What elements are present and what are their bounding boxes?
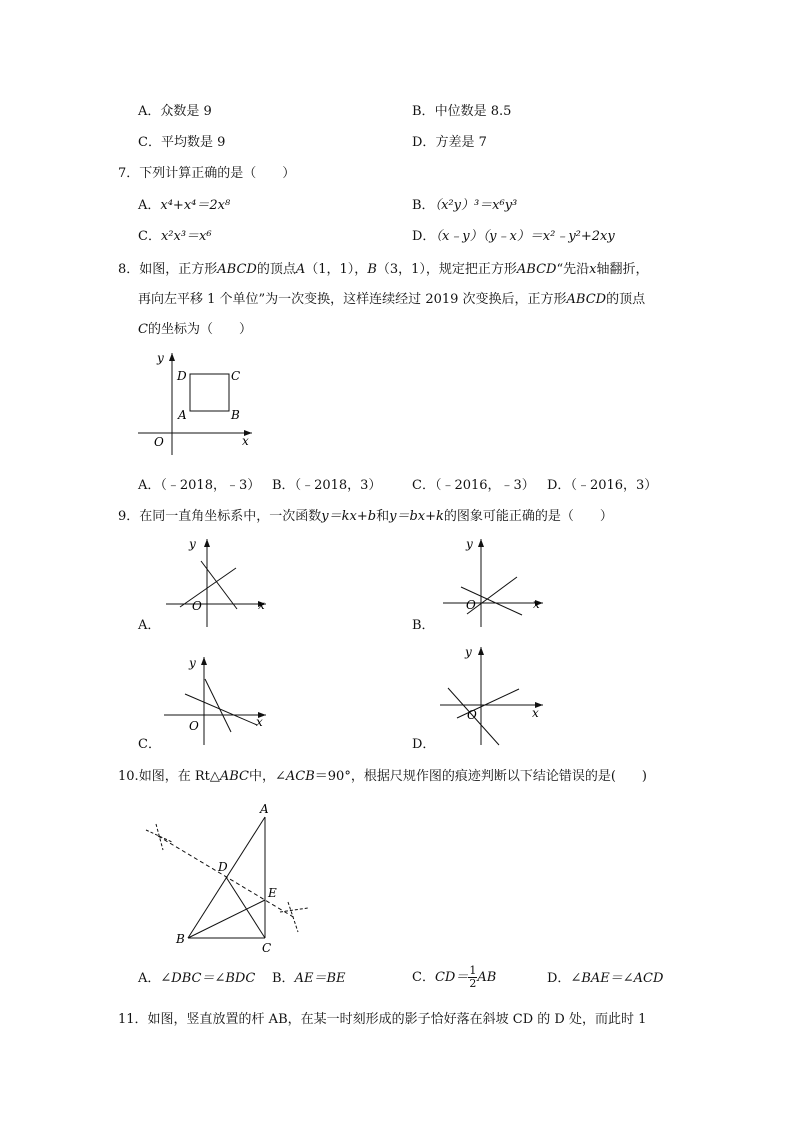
perpendicular-bisector bbox=[158, 836, 295, 918]
q9-graph-b bbox=[437, 535, 547, 630]
segment-dc bbox=[226, 877, 265, 938]
label-o: O bbox=[466, 598, 476, 612]
y-arrow bbox=[169, 353, 175, 361]
option-text: （x²y）³＝x⁶y³ bbox=[434, 198, 518, 213]
option-letter: A． bbox=[138, 104, 161, 119]
formula: y＝kx+b bbox=[321, 509, 377, 524]
question-text: 下列计算正确的是（ ） bbox=[139, 166, 296, 181]
q10-option-b bbox=[272, 971, 345, 987]
square-abcd bbox=[190, 374, 229, 411]
text: 再向左平移 1 个单位”为一次变换，这样连续经过 2019 次变换后，正方形 bbox=[138, 292, 567, 307]
q8-option-c bbox=[412, 478, 535, 494]
q8-stem-line2 bbox=[138, 292, 645, 308]
q10-stem bbox=[118, 769, 647, 785]
q7-option-d bbox=[412, 229, 615, 245]
q9-label-a: A． bbox=[138, 618, 161, 633]
q9-label-d: D． bbox=[412, 737, 436, 752]
option-text: ∠DBC＝∠BDC bbox=[160, 971, 256, 986]
option-text: （﹣2016，﹣3） bbox=[434, 478, 535, 493]
label-x: x bbox=[532, 706, 539, 720]
option-text: x²x³＝x⁶ bbox=[160, 229, 212, 244]
question-number: 11． bbox=[118, 1012, 148, 1027]
option-letter: C． bbox=[138, 135, 161, 150]
label-x: x bbox=[533, 597, 540, 611]
var: ABCD bbox=[217, 262, 257, 277]
var: ABCD bbox=[566, 292, 607, 307]
option-letter: A． bbox=[138, 971, 161, 986]
q9-label-c: C． bbox=[138, 737, 161, 752]
option-letter: D． bbox=[547, 478, 571, 493]
q9-stem bbox=[118, 509, 613, 525]
option-letter: B． bbox=[272, 478, 295, 493]
question-number: 7． bbox=[118, 166, 140, 181]
text: 如图，正方形 bbox=[139, 262, 218, 277]
text: （1，1）， bbox=[305, 262, 368, 277]
label-o: O bbox=[189, 719, 199, 733]
option-text: （﹣2016，3） bbox=[570, 478, 658, 493]
var: A bbox=[295, 262, 306, 277]
q9-graph-c bbox=[160, 653, 270, 748]
text: 在同一直角坐标系中，一次函数 bbox=[139, 509, 322, 524]
q7-option-a bbox=[138, 198, 230, 214]
option-letter: D． bbox=[547, 971, 571, 986]
q9-label-b: B． bbox=[412, 618, 435, 633]
label-a: A bbox=[260, 802, 269, 816]
text: 和 bbox=[376, 509, 390, 524]
q8-figure bbox=[130, 345, 260, 460]
q9-graph-d bbox=[437, 643, 547, 748]
question-text: 如图，竖直放置的杆 AB，在某一时刻形成的影子恰好落在斜坡 CD 的 D 处，而此时 1 bbox=[147, 1012, 647, 1027]
text: 轴翻折， bbox=[596, 262, 649, 277]
q10-figure bbox=[130, 798, 320, 958]
q6-option-a bbox=[138, 104, 212, 120]
option-text: （﹣2018，3） bbox=[294, 478, 382, 493]
q8-option-a bbox=[138, 478, 260, 494]
label-y: y bbox=[157, 351, 164, 365]
q8-stem-line3 bbox=[138, 322, 252, 338]
option-letter: B． bbox=[412, 104, 435, 119]
label-y: y bbox=[189, 656, 196, 670]
q8-option-b bbox=[272, 478, 381, 494]
label-a: A bbox=[178, 408, 187, 422]
text: 的坐标为（ ） bbox=[147, 322, 252, 337]
q10-option-a bbox=[138, 971, 255, 987]
label-c: C bbox=[262, 941, 272, 955]
label-d: D bbox=[218, 860, 228, 874]
line-2 bbox=[201, 561, 237, 609]
q7-stem bbox=[118, 166, 295, 182]
option-letter: C． bbox=[412, 478, 435, 493]
var: ABC bbox=[219, 769, 249, 784]
label-y: y bbox=[465, 645, 472, 659]
option-letter: A． bbox=[138, 478, 161, 493]
option-text: （x﹣y）（y﹣x）＝x²﹣y²+2xy bbox=[435, 229, 615, 244]
option-letter: C． bbox=[138, 229, 161, 244]
label-d: D bbox=[177, 369, 187, 383]
option-text: ∠BAE＝∠ACD bbox=[570, 971, 664, 986]
text: 的顶点 bbox=[256, 262, 296, 277]
text: ＝90°，根据尺规作图的痕迹判断以下结论错误的是( ) bbox=[314, 769, 647, 784]
option-letter: D． bbox=[412, 135, 436, 150]
label-x: x bbox=[242, 434, 249, 448]
option-letter: B． bbox=[272, 971, 295, 986]
var: x bbox=[589, 262, 597, 277]
line-2 bbox=[205, 679, 231, 732]
var: C bbox=[138, 322, 148, 337]
text: （3，1），规定把正方形 bbox=[376, 262, 517, 277]
option-text: CD＝ bbox=[434, 970, 469, 985]
label-o: O bbox=[467, 708, 477, 722]
option-text: x⁴+x⁴＝2x⁸ bbox=[160, 198, 231, 213]
text: 的图象可能正确的是（ ） bbox=[443, 509, 613, 524]
label-x: x bbox=[256, 715, 263, 729]
q11-stem bbox=[118, 1012, 646, 1028]
label-x: x bbox=[258, 598, 265, 612]
text: “先沿 bbox=[556, 262, 590, 277]
option-letter: D． bbox=[412, 229, 436, 244]
y-arrow bbox=[478, 647, 484, 655]
option-letter: A． bbox=[138, 198, 161, 213]
question-number: 9． bbox=[118, 509, 140, 524]
label-y: y bbox=[466, 537, 473, 551]
q7-option-c bbox=[138, 229, 212, 245]
option-letter: B． bbox=[412, 198, 435, 213]
q7-option-b bbox=[412, 198, 517, 214]
label-y: y bbox=[189, 537, 196, 551]
question-number: 8． bbox=[118, 262, 140, 277]
label-o: O bbox=[192, 599, 202, 613]
option-text: 众数是 9 bbox=[160, 104, 212, 119]
var: B bbox=[367, 262, 377, 277]
y-arrow bbox=[201, 657, 207, 665]
y-arrow bbox=[478, 539, 484, 547]
label-c: C bbox=[231, 369, 241, 383]
label-b: B bbox=[176, 932, 185, 946]
label-b: B bbox=[231, 408, 240, 422]
option-text: 方差是 7 bbox=[435, 135, 487, 150]
option-text: 中位数是 8.5 bbox=[434, 104, 512, 119]
option-text: （﹣2018，﹣3） bbox=[160, 478, 261, 493]
arc-mark-2 bbox=[280, 902, 308, 932]
q10-option-d bbox=[547, 971, 663, 987]
var: ACB bbox=[285, 769, 315, 784]
denominator: 2 bbox=[469, 977, 477, 990]
question-number: 10. bbox=[118, 769, 139, 784]
q8-stem-line1 bbox=[118, 262, 649, 278]
text: 如图，在 Rt△ bbox=[138, 769, 220, 784]
line-1 bbox=[180, 568, 236, 607]
var: ABCD bbox=[516, 262, 557, 277]
option-text: 平均数是 9 bbox=[160, 135, 226, 150]
label-o: O bbox=[154, 435, 164, 449]
label-e: E bbox=[268, 886, 277, 900]
text: 中，∠ bbox=[248, 769, 286, 784]
q10-option-c bbox=[412, 963, 496, 993]
text: 的顶点 bbox=[606, 292, 646, 307]
q9-graph-a bbox=[160, 535, 270, 630]
q6-option-c bbox=[138, 135, 225, 151]
q6-option-d bbox=[412, 135, 487, 151]
q8-option-d bbox=[547, 478, 657, 494]
option-text: AE＝BE bbox=[294, 971, 346, 986]
y-arrow bbox=[204, 539, 210, 547]
option-letter: C． bbox=[412, 970, 435, 985]
formula: y＝bx+k bbox=[389, 509, 444, 524]
numerator: 1 bbox=[469, 964, 477, 977]
fraction-one-half bbox=[468, 965, 477, 990]
option-text: AB bbox=[477, 970, 497, 985]
q6-option-b bbox=[412, 104, 511, 120]
